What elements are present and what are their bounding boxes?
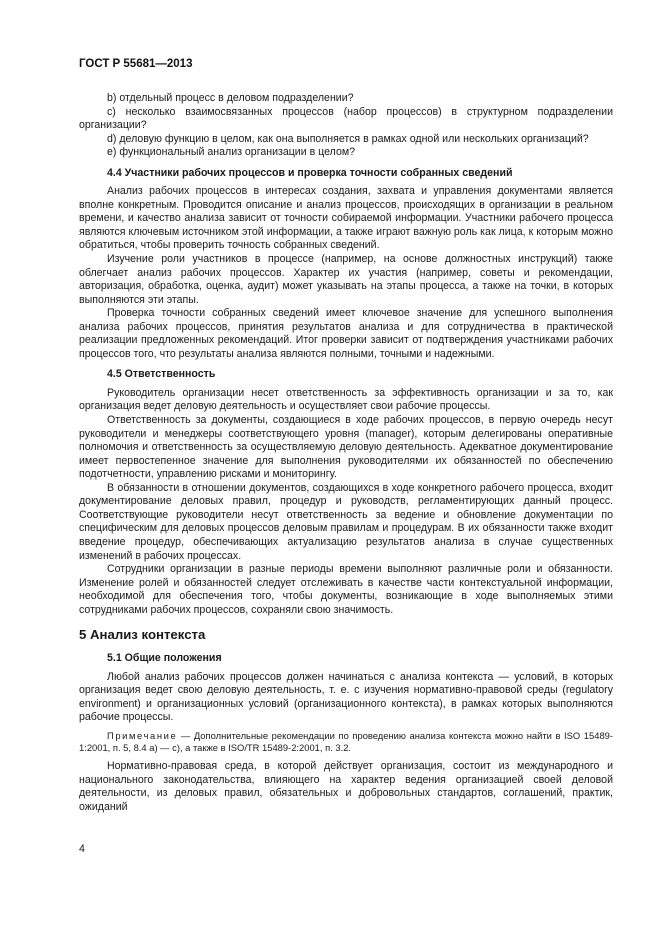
section-4-4-heading: 4.4 Участники рабочих процессов и проверка точности собранных сведений [107, 166, 513, 179]
section-5-1-heading: 5.1 Общие положения [107, 652, 222, 665]
list-item-c: c) несколько взаимосвязанных процессов (набор процессов) в структурном подразделении организации? [79, 105, 613, 132]
page-number: 4 [79, 843, 85, 855]
list-item-e: e) функциональный анализ организации в целом? [107, 146, 356, 159]
paragraph: Проверка точности собранных сведений имеет ключевое значение для успешного выполнения анализа рабочих процессов, принятия результатов анализа и для сотрудничества в практической реализации предложенных рекомендаций. Итог проверки зависит от подтверждения участниками рабочих процессов того, что результаты анализа являются полными, точными и надежными. [79, 307, 613, 360]
note [79, 730, 613, 754]
paragraph: Любой анализ рабочих процессов должен начинаться с анализа контекста — условий, в которых организация ведет свою деловую деятельность, т. е. с изучения нормативно-правовой среды (regulatory environment) и организационных условий (организационного контекста), в рамках которых выполняются рабочие процессы. [79, 670, 613, 724]
paragraph: Анализ рабочих процессов в интересах создания, захвата и управления документами является вполне конкретным. Проводится описание и анализ процессов, происходящих в организации в реальном времени, и качество анализа зависит от точности собираемой информации. Участники рабочего процесса являются ключевым источником этой информации, а также играют важную роль как лица, к которым можно обратиться, чтобы проверить точность собранных сведений. [79, 185, 613, 252]
list-item-b: b) отдельный процесс в деловом подразделении? [107, 92, 354, 104]
paragraph: В обязанности в отношении документов, создающихся в ходе конкретного рабочего процесса, входит документирование деловых правил, процедур и руководств, регламентирующих данный процесс. Соответствующие руководители несут ответственность за ведение и обновление документации по специфическим для деловых процессов деловым правилам и процедурам. В их обязанности также входит введение процедур, обеспечивающих актуализацию результатов анализа в случае существенных изменений в рабочих процессах. [79, 481, 613, 562]
paragraph: Ответственность за документы, создающиеся в ходе рабочих процессов, в первую очередь несут руководители и менеджеры соответствующего уровня (manager), которым делегированы оперативные полномочия и ответственность за осуществляемую деловую деятельность. Адекватное документирование имеет первостепенное значение для выполнения руководителями их обязанностей по обеспечению подотчетности, управлению рисками и мониторингу. [79, 414, 613, 481]
list-item-d: d) деловую функцию в целом, как она выполняется в рамках одной или нескольких организаций? [107, 132, 589, 145]
note-text: — Дополнительные рекомендации по проведению анализа контекста можно найти в ISO 15489-1:2001, п. 5, 8.4 а) — с), а также в ISO/TR 15489-2:2001, п. 3.2. [79, 729, 613, 753]
section-4-5-heading: 4.5 Ответственность [107, 368, 216, 381]
section-5-heading: 5 Анализ контекста [79, 627, 206, 643]
paragraph: Изучение роли участников в процессе (например, на основе должностных инструкций) также облегчает анализ рабочих процессов. Характер их участия (например, советы и рекомендации, авторизация, обработка, оценка, аудит) может указывать на этапы процесса, а также на точки, в которых выполняются эти этапы. [79, 253, 613, 306]
page-content [79, 92, 613, 814]
paragraph: Сотрудники организации в разные периоды времени выполняют различные роли и обязанности. Изменение ролей и обязанностей следует отслеживать в качестве части контекстуальной информации, необходимой для обеспечения того, чтобы документы, возникающие в ходе выполняемых этими сотрудниками рабочих процессов, сохраняли свою значимость. [79, 563, 613, 616]
paragraph: Руководитель организации несет ответственность за эффективность организации и за то, как организация ведет деловую деятельность и осуществляет свои рабочие процессы. [79, 386, 613, 413]
note-label: Примечание [107, 729, 178, 741]
document-header: ГОСТ Р 55681—2013 [79, 58, 193, 70]
paragraph: Нормативно-правовая среда, в которой действует организация, состоит из международного и национального законодательства, влияющего на характер ведения организацией своей деловой деятельности, из деловых правил, обязательных и добровольных стандартов, соглашений, практик, ожиданий [79, 759, 613, 813]
